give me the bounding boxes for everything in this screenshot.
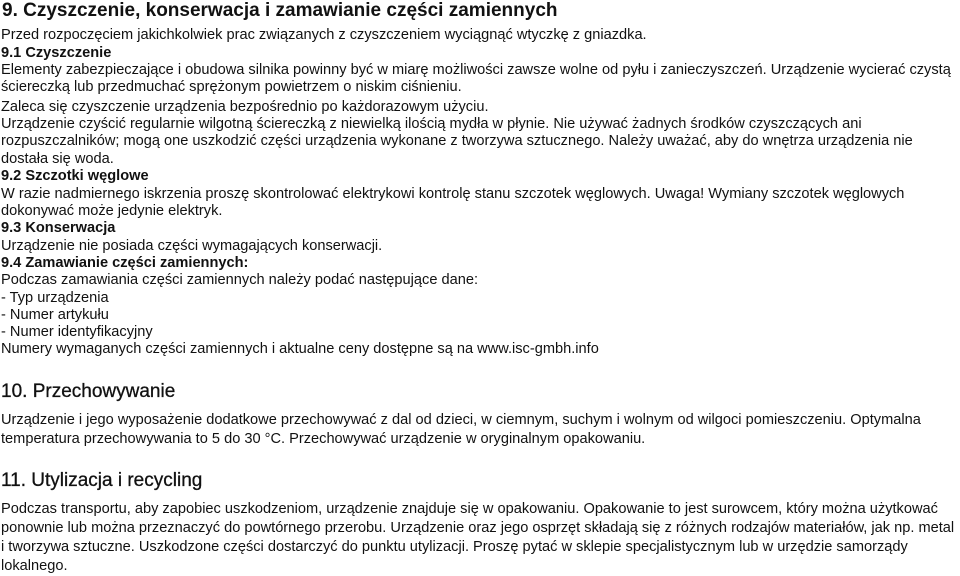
subsection-9-1-title: 9.1 Czyszczenie: [1, 44, 112, 61]
list-item: - Numer identyfikacyjny: [1, 324, 153, 340]
section-10-paragraph: Urządzenie i jego wyposażenie dodatkowe przechowywać z dal od dzieci, w ciemnym, suchym i wolnym od wilgoci pomieszczeniu. Optymalna temperatura przechowywania to 5 do 30 °C. Przechowywać urządzenie w oryginalnym opakowaniu.: [1, 412, 921, 447]
subsection-9-4-paragraph-2: Numery wymaganych części zamiennych i aktualne ceny dostępne są na www.isc-gmbh.info: [1, 341, 599, 357]
subsection-9-3-title: 9.3 Konserwacja: [1, 220, 116, 236]
subsection-9-3-paragraph: Urządzenie nie posiada części wymagających konserwacji.: [1, 237, 383, 254]
subsection-9-2-paragraph: W razie nadmiernego iskrzenia proszę skontrolować elektrykowi kontrolę stanu szczotek węglowych. Uwaga! Wymiany szczotek węglowych dokonywać może jedynie elektryk.: [1, 185, 905, 219]
subsection-9-1-paragraph-3: Urządzenie czyścić regularnie wilgotną ściereczką z niewielką ilością mydła w płynie. Nie używać żadnych środków czyszczących ani rozpuszczalników; mogą one uszkodzić części urządzenia wykonane z tworzywa sztucznego. Należy uważać, aby do wnętrza urządzenia nie dostała się woda.: [1, 116, 913, 167]
section-9-heading: 9. Czyszczenie, konserwacja i zamawianie części zamiennych: [2, 0, 558, 21]
section-9-intro: Przed rozpoczęciem jakichkolwiek prac związanych z czyszczeniem wyciągnąć wtyczkę z gniazdka.: [1, 27, 647, 43]
section-11-heading: 11. Utylizacja i recycling: [1, 470, 203, 491]
subsection-9-4-paragraph-1: Podczas zamawiania części zamiennych należy podać następujące dane:: [1, 272, 479, 288]
section-10-heading: 10. Przechowywanie: [1, 381, 176, 402]
subsection-9-4-title: 9.4 Zamawianie części zamiennych:: [1, 254, 249, 271]
section-11-paragraph: Podczas transportu, aby zapobiec uszkodzeniom, urządzenie znajduje się w opakowaniu. Opakowanie to jest surowcem, który można użytkować ponownie lub można przeznaczyć do powtórnego przerobu. Urządzenie oraz jego osprzęt składają się z różnych rodzajów materiałów, jak np. metal i tworzywa sztuczne. Uszkodzone części dostarczyć do punktu utylizacji. Proszę pytać w sklepie specjalistycznym lub w urzędzie samorządy lokalnego.: [1, 501, 955, 574]
subsection-9-2-title: 9.2 Szczotki węglowe: [1, 168, 149, 184]
list-item: - Typ urządzenia: [1, 289, 109, 306]
list-item: - Numer artykułu: [1, 307, 109, 323]
subsection-9-1-paragraph-2: Zaleca się czyszczenie urządzenia bezpośrednio po każdorazowym użyciu.: [1, 99, 489, 115]
subsection-9-1-paragraph-1: Elementy zabezpieczające i obudowa silnika powinny być w miarę możliwości zawsze wolne od pyłu i zanieczyszczeń. Urządzenie wycierać czystą ściereczką lub przedmuchać sprężonym powietrzem o niskim ciśnieniu.: [1, 62, 951, 96]
